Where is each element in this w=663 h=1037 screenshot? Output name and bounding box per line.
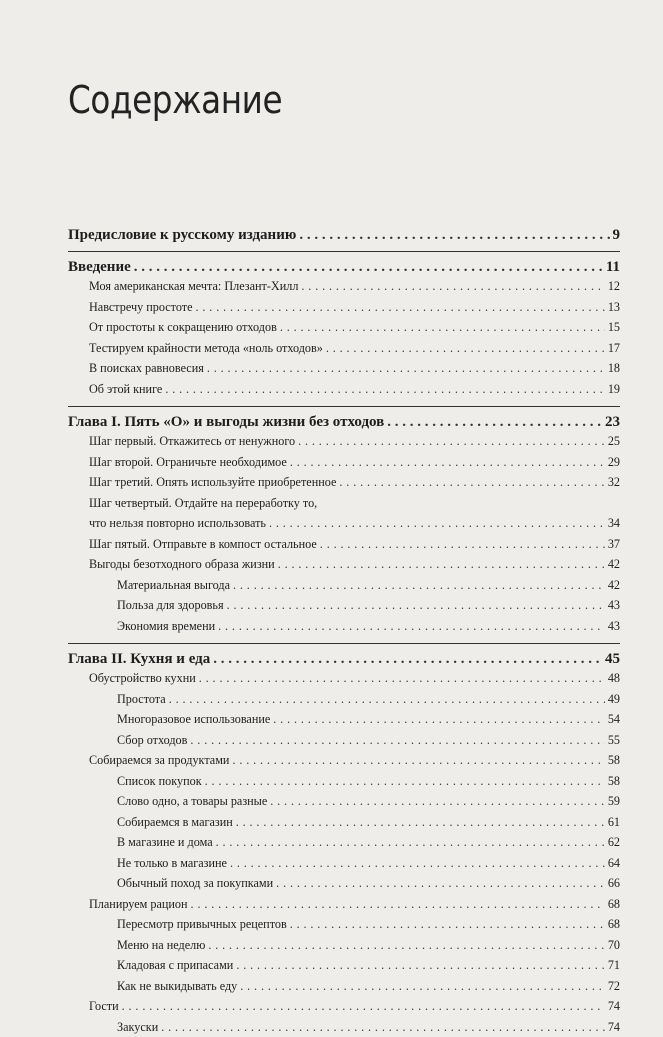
toc-entry[interactable] [68,996,620,1017]
toc-entry-label-line: Шаг четвертый. Отдайте на переработку то, [89,493,620,514]
toc-page-number: 70 [608,935,620,956]
dot-leader [208,935,605,956]
toc-entry-label: Кладовая с припасами [117,955,233,976]
toc-subentry[interactable] [68,575,620,596]
dot-leader [278,554,605,575]
dot-leader [161,1017,605,1037]
toc-entry-label: Навстречу простоте [89,297,193,318]
dot-leader [169,689,605,710]
dot-leader [207,358,605,379]
dot-leader [326,338,605,359]
toc-subentry[interactable] [68,1017,620,1037]
toc-page-number: 45 [605,650,620,668]
toc-page-number: 11 [606,258,620,276]
toc-entry-label: Глава I. Пять «О» и выгоды жизни без отходов [68,413,384,431]
toc-entry-label: Обычный поход за покупками [117,873,273,894]
toc-page-number: 48 [608,668,620,689]
toc-entry-label: Моя американская мечта: Плезант-Хилл [89,276,298,297]
toc-entry[interactable] [68,338,620,359]
toc-entry-label: Обустройство кухни [89,668,196,689]
dot-leader [190,730,604,751]
toc-entry-label: Шаг третий. Опять используйте приобретенное [89,472,336,493]
section-divider [68,251,620,252]
toc-subentry[interactable] [68,873,620,894]
dot-leader [298,431,605,452]
section-divider [68,643,620,644]
toc-subentry[interactable] [68,812,620,833]
toc-page-number: 43 [608,595,620,616]
toc-page-number: 49 [608,689,620,710]
toc-page-number: 62 [608,832,620,853]
toc-entry[interactable] [68,276,620,297]
dot-leader [191,894,605,915]
toc-entry-multiline-end[interactable] [68,513,620,534]
toc-entry-label: Пересмотр привычных рецептов [117,914,287,935]
toc-page-number: 68 [608,894,620,915]
toc-entry-label: От простоты к сокращению отходов [89,317,277,338]
toc-page-number: 74 [608,1017,620,1037]
toc-entry-intro[interactable] [68,258,620,276]
toc-subentry[interactable] [68,955,620,976]
toc-entry-label: Шаг второй. Ограничьте необходимое [89,452,287,473]
toc-entry[interactable] [68,297,620,318]
dot-leader [273,709,605,730]
dot-leader [199,668,605,689]
toc-page-number: 43 [608,616,620,637]
toc-entry-label: Введение [68,258,131,276]
dot-leader [122,996,605,1017]
toc-entry-chapter-1[interactable] [68,413,620,431]
toc-subentry[interactable] [68,914,620,935]
toc-entry-label: Глава II. Кухня и еда [68,650,210,668]
toc-entry-label: Простота [117,689,166,710]
toc-entry-multiline[interactable] [68,493,620,514]
section-divider [68,406,620,407]
toc-entry-label: Тестируем крайности метода «ноль отходов» [89,338,323,359]
page-title: Содержание [68,78,282,122]
toc-entry-label: Закуски [117,1017,158,1037]
toc-entry[interactable] [68,894,620,915]
dot-leader [134,258,603,276]
toc-page-number: 18 [608,358,620,379]
dot-leader [276,873,605,894]
toc-entry-chapter-2[interactable] [68,650,620,668]
toc-page-number: 17 [608,338,620,359]
table-of-contents [68,226,620,1037]
toc-page-number: 13 [608,297,620,318]
toc-page-number: 59 [608,791,620,812]
dot-leader [213,650,602,668]
toc-subentry[interactable] [68,689,620,710]
toc-subentry[interactable] [68,832,620,853]
toc-subentry[interactable] [68,730,620,751]
toc-page-number: 25 [608,431,620,452]
toc-entry-label: Об этой книге [89,379,162,400]
toc-page-number: 55 [608,730,620,751]
dot-leader [233,575,605,596]
toc-subentry[interactable] [68,771,620,792]
toc-entry-label: Гости [89,996,119,1017]
toc-entry[interactable] [68,554,620,575]
toc-entry-label: Выгоды безотходного образа жизни [89,554,275,575]
toc-page-number: 54 [608,709,620,730]
toc-page-number: 71 [608,955,620,976]
toc-page-number: 9 [613,226,621,244]
dot-leader [269,513,605,534]
toc-entry-label: что нельзя повторно использовать [89,513,266,534]
dot-leader [216,832,605,853]
dot-leader [387,413,602,431]
dot-leader [230,853,605,874]
dot-leader [196,297,605,318]
toc-page-number: 32 [608,472,620,493]
dot-leader [205,771,605,792]
toc-subentry[interactable] [68,595,620,616]
toc-page-number: 37 [608,534,620,555]
toc-entry[interactable] [68,452,620,473]
toc-entry[interactable] [68,379,620,400]
toc-page-number: 42 [608,575,620,596]
dot-leader [236,955,605,976]
dot-leader [232,750,604,771]
toc-page-number: 58 [608,750,620,771]
dot-leader [290,914,605,935]
toc-entry[interactable] [68,472,620,493]
toc-page-number: 61 [608,812,620,833]
toc-entry-label: В поисках равновесия [89,358,204,379]
toc-page-number: 15 [608,317,620,338]
toc-entry-label: Список покупок [117,771,202,792]
toc-page-number: 64 [608,853,620,874]
toc-entry-preface[interactable] [68,226,620,244]
toc-page-number: 74 [608,996,620,1017]
dot-leader [339,472,604,493]
toc-entry-label: В магазине и дома [117,832,213,853]
dot-leader [240,976,605,997]
toc-entry-label: Многоразовое использование [117,709,270,730]
dot-leader [301,276,604,297]
toc-page-number: 12 [608,276,620,297]
toc-entry-label: Не только в магазине [117,853,227,874]
toc-entry-label: Шаг первый. Откажитесь от ненужного [89,431,295,452]
dot-leader [320,534,605,555]
toc-entry[interactable] [68,358,620,379]
toc-subentry[interactable] [68,853,620,874]
toc-entry-label: Экономия времени [117,616,215,637]
toc-subentry[interactable] [68,935,620,956]
toc-entry-label: Планируем рацион [89,894,188,915]
toc-page-number: 68 [608,914,620,935]
toc-entry-label: Шаг пятый. Отправьте в компост остальное [89,534,317,555]
toc-entry-label: Материальная выгода [117,575,230,596]
toc-page-number: 58 [608,771,620,792]
toc-entry[interactable] [68,750,620,771]
toc-page-number: 29 [608,452,620,473]
toc-entry[interactable] [68,534,620,555]
toc-entry-label: Собираемся в магазин [117,812,233,833]
toc-page-number: 72 [608,976,620,997]
toc-entry[interactable] [68,317,620,338]
toc-entry-label: Меню на неделю [117,935,205,956]
toc-page-number: 66 [608,873,620,894]
dot-leader [165,379,604,400]
dot-leader [218,616,605,637]
toc-entry-label: Польза для здоровья [117,595,224,616]
toc-subentry[interactable] [68,709,620,730]
dot-leader [270,791,605,812]
toc-entry-label: Слово одно, а товары разные [117,791,267,812]
dot-leader [236,812,605,833]
toc-entry-label: Собираемся за продуктами [89,750,229,771]
toc-page-number: 23 [605,413,620,431]
dot-leader [227,595,605,616]
toc-page-number: 42 [608,554,620,575]
toc-page-number: 34 [608,513,620,534]
toc-entry-label: Сбор отходов [117,730,187,751]
dot-leader [290,452,605,473]
toc-entry-label: Как не выкидывать еду [117,976,237,997]
toc-subentry[interactable] [68,976,620,997]
toc-subentry[interactable] [68,616,620,637]
toc-page-number: 19 [608,379,620,400]
dot-leader [280,317,605,338]
toc-subentry[interactable] [68,791,620,812]
toc-entry[interactable] [68,431,620,452]
toc-entry-label: Предисловие к русскому изданию [68,226,296,244]
toc-entry[interactable] [68,668,620,689]
dot-leader [299,226,609,244]
